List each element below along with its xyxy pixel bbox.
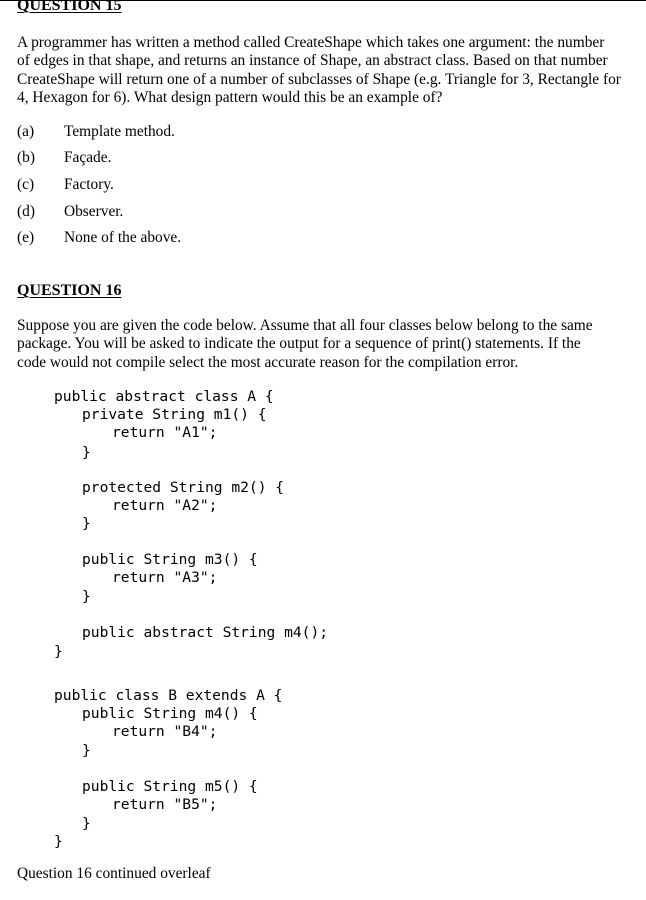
stem-line: Suppose you are given the code below. Assume that all four classes below belong to the same (17, 317, 593, 334)
option-text: Observer. (64, 203, 124, 220)
code-line: public String m5() { (82, 778, 258, 795)
question-16-stem (17, 317, 642, 372)
code-line: public String m4() { (82, 705, 258, 722)
option-label: (c) (17, 176, 35, 193)
option-label: (b) (17, 149, 35, 166)
code-line: } (82, 515, 91, 532)
code-line: return "A1"; (112, 424, 218, 441)
code-line: } (54, 833, 63, 850)
code-line: } (82, 742, 91, 759)
question-16-title: QUESTION 16 (17, 282, 122, 299)
code-line: return "A2"; (112, 497, 218, 514)
option-text: Template method. (64, 123, 175, 140)
stem-line: 4, Hexagon for 6). What design pattern would this be an example of? (17, 89, 443, 107)
code-line: private String m1() { (82, 406, 267, 423)
code-line: public class B extends A { (54, 687, 283, 704)
code-line: return "B4"; (112, 723, 218, 740)
question-15-title: QUESTION 15 (17, 0, 122, 14)
code-line: return "B5"; (112, 796, 218, 813)
code-line: } (82, 444, 91, 461)
stem-line: of edges in that shape, and returns an instance of Shape, an abstract class. Based on that number (17, 52, 608, 70)
option-text: Façade. (64, 149, 112, 166)
code-line: } (82, 815, 91, 832)
question-15-stem (17, 34, 642, 108)
code-line: } (54, 643, 63, 660)
code-line: } (82, 588, 91, 605)
page-footer-note: Question 16 continued overleaf (17, 865, 211, 882)
code-line: public abstract String m4(); (82, 624, 329, 641)
stem-line: A programmer has written a method called CreateShape which takes one argument: the number (17, 34, 605, 51)
stem-line: code would not compile select the most accurate reason for the compilation error. (17, 353, 519, 371)
code-line: return "A3"; (112, 569, 218, 586)
option-label: (e) (17, 229, 35, 246)
stem-line: package. You will be asked to indicate the output for a sequence of print() statements. If the (17, 335, 581, 353)
option-text: None of the above. (64, 229, 182, 246)
code-line: public String m3() { (82, 551, 258, 568)
code-line: protected String m2() { (82, 479, 285, 496)
option-label: (a) (17, 123, 35, 140)
option-label: (d) (17, 203, 35, 220)
code-line: public abstract class A { (54, 388, 274, 405)
stem-line: CreateShape will return one of a number of subclasses of Shape (e.g. Triangle for 3, Rectangle for (17, 70, 621, 88)
option-text: Factory. (64, 176, 114, 193)
